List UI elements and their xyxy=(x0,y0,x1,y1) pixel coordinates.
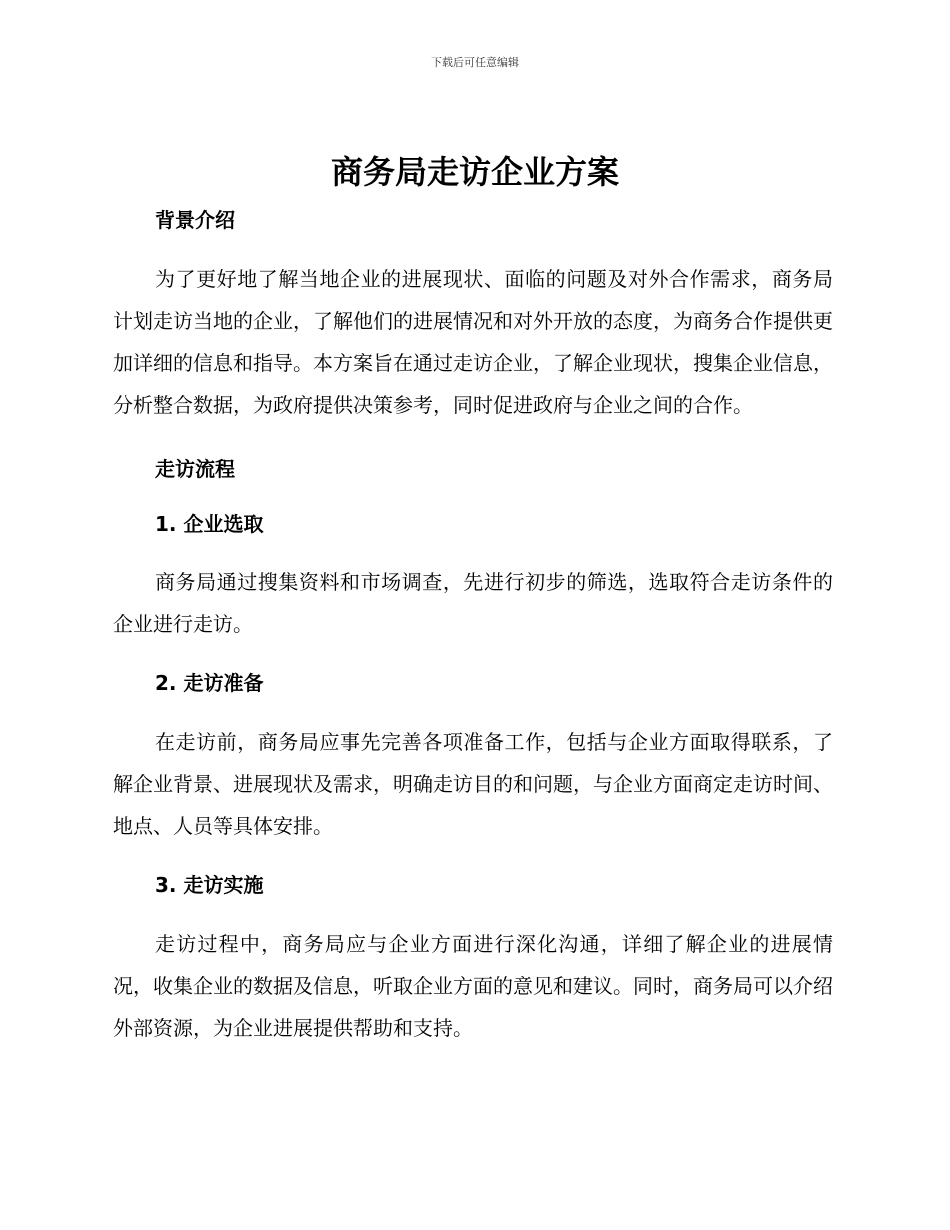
header-note: 下载后可任意编辑 xyxy=(431,56,519,69)
document-body xyxy=(113,204,833,1049)
paragraph-step-2: 在走访前，商务局应事先完善各项准备工作，包括与企业方面取得联系，了解企业背景、进展现状及需求，明确走访目的和问题，与企业方面商定走访时间、地点、人员等具体安排。 xyxy=(113,730,833,838)
paragraph-background: 为了更好地了解当地企业的进展现状、面临的问题及对外合作需求，商务局计划走访当地的企业，了解他们的进展情况和对外开放的态度，为商务合作提供更加详细的信息和指导。本方案旨在通过走访企业，了解企业现状，搜集企业信息，分析整合数据，为政府提供决策参考，同时促进政府与企业之间的合作。 xyxy=(113,267,833,417)
section-heading-background: 背景介绍 xyxy=(155,208,235,232)
section-heading-process: 走访流程 xyxy=(155,457,235,481)
step-heading-2: 2. 走访准备 xyxy=(155,671,264,695)
paragraph-step-3: 走访过程中，商务局应与企业方面进行深化沟通，详细了解企业的进展情况，收集企业的数据及信息，听取企业方面的意见和建议。同时，商务局可以介绍外部资源，为企业进展提供帮助和支持。 xyxy=(113,932,833,1040)
document-title: 商务局走访企业方案 xyxy=(330,153,619,191)
paragraph-step-1: 商务局通过搜集资料和市场调查，先进行初步的筛选，选取符合走访条件的企业进行走访。 xyxy=(113,570,833,636)
step-heading-3: 3. 走访实施 xyxy=(155,873,264,897)
step-heading-1: 1. 企业选取 xyxy=(155,512,264,536)
